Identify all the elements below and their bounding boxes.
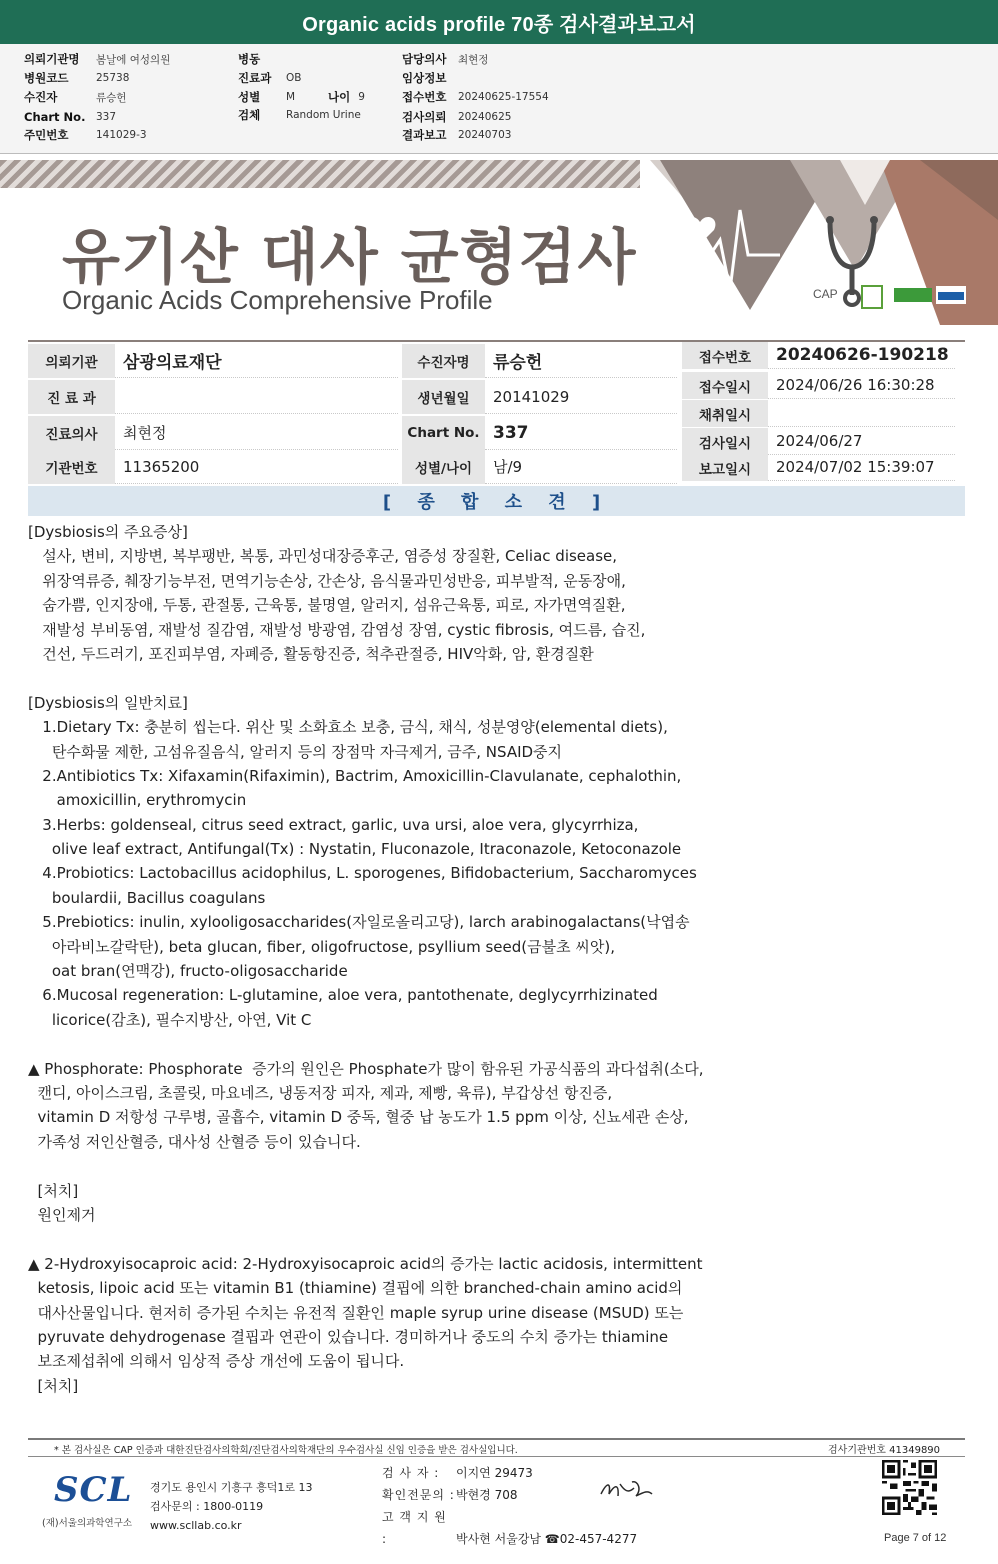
value-requesting-institution: 삼광의료재단 [115,344,398,378]
summary-line: [처치] [28,1376,79,1395]
footer-top-rule [28,1438,965,1440]
value-physician: 최현정 [115,416,398,450]
label-physician: 진료의사 [28,416,115,450]
summary-line: vitamin D 저항성 구루병, 골흡수, vitamin D 중독, 혈중 납 농도가 1.5 ppm 이상, 신뇨세관 손상, [28,1108,689,1127]
label-requesting-institution: 의뢰기관 [28,344,115,378]
hdr-hospital-code: 병원코드 25738 [24,71,130,85]
label-birth-date: 생년월일 [402,380,485,414]
summary-line [28,666,968,690]
lab-website[interactable]: www.scllab.co.kr [150,1519,242,1532]
hdr-department: 진료과 OB [238,71,302,85]
summary-line [28,1227,968,1251]
label-chart-no: Chart No. [402,416,485,450]
value-sex-age: 남/9 [485,450,677,484]
summary-line: ketosis, lipoic acid 또는 vitamin B1 (thiamine) 결핍에 의한 branched-chain amino acid의 [28,1279,683,1298]
header-info [0,44,998,154]
summary-line: 아라비노갈락탄), beta glucan, fiber, oligofructose, psyllium seed(금불초 씨앗), [28,937,615,956]
hdr-age: 나이 9 [328,90,365,104]
summary-line: [Dysbiosis의 주요증상] [28,523,188,541]
label-patient-name: 수진자명 [402,344,485,378]
summary-line: 숨가쁨, 인지장애, 두통, 관절통, 근육통, 불명열, 알러지, 섬유근육통, 피로, 자가면역질환, [28,596,626,615]
summary-line: 재발성 부비동염, 재발성 질감염, 재발성 방광염, 감염성 장염, cystic fibrosis, 여드름, 습진, [28,620,646,639]
summary-line [28,1032,968,1056]
summary-line: 원인제거 [28,1205,96,1224]
page-number: Page 7 of 12 [884,1532,947,1544]
staff-customer-support: 고 객 지 원 : 박사현 서울강남 ☎02-457-4277 [382,1510,638,1546]
summary-line: [Dysbiosis의 일반치료] [28,693,188,712]
summary-line: 위장역류증, 췌장기능부전, 면역기능손상, 간손상, 음식물과민성반응, 피부발적, 운동장애, [28,571,626,590]
hdr-request-date: 검사의뢰 20240625 [402,110,512,124]
receipt-datetime-row: 접수일시 2024/06/26 16:30:28 [682,372,955,399]
summary-line: 4.Probiotics: Lactobacillus acidophilus, L. sporogenes, Bifidobacterium, Saccharomyces [28,864,697,883]
value-chart-no: 337 [485,416,677,450]
hdr-ward: 병동 [238,52,261,66]
report-datetime-row: 보고일시 2024/07/02 15:39:07 [682,454,955,481]
hdr-requesting-org: 의뢰기관명 봄날에 여성의원 [24,52,171,66]
summary-body [28,520,968,1398]
staff-tester: 검 사 자 : 이지연 29473 [382,1466,533,1480]
lab-address: 경기도 용인시 기흥구 흥덕1로 13 [150,1481,313,1494]
value-patient-name: 류승헌 [485,344,677,378]
summary-line: amoxicillin, erythromycin [28,791,247,810]
hdr-report-date: 결과보고 20240703 [402,128,512,142]
label-sex-age: 성별/나이 [402,450,485,484]
lab-contact: 검사문의 : 1800-0119 [150,1500,264,1513]
summary-line: 대사산물입니다. 현저히 증가된 수치는 유전적 질환인 maple syrup urine disease (MSUD) 또는 [28,1303,684,1322]
summary-line: 캔디, 아이스크림, 초콜릿, 마요네즈, 냉동저장 피자, 제과, 제빵, 육류), 부갑상선 항진증, [28,1083,613,1102]
label-department: 진 료 과 [28,380,115,414]
hdr-sex: 성별 M [238,90,296,104]
staff-confirming-specialist: 확인전문의 :박현경 708 [382,1488,518,1502]
label-institution-no: 기관번호 [28,450,115,484]
hdr-doctor: 담당의사 최현정 [402,52,489,66]
receipt-number-row: 접수번호 20240626-190218 [682,342,955,369]
hdr-receipt-no: 접수번호 20240625-17554 [402,90,549,104]
scl-logo: SCL [54,1470,133,1510]
summary-line: 6.Mucosal regeneration: L-glutamine, aloe vera, pantothenate, deglycyrrhizinated [28,986,658,1005]
test-datetime-row: 검사일시 2024/06/27 [682,428,955,455]
footer-certification-note: * 본 검사실은 CAP 인증과 대한진단검사의학회/진단검사의학재단의 우수검사실 신임 인증을 받은 검사실입니다. [54,1445,518,1456]
summary-line: 1.Dietary Tx: 충분히 씹는다. 위산 및 소화효소 보충, 금식, 채식, 성분영양(elemental diets), [28,718,668,737]
lab-org-name: (재)서울의과학연구소 [42,1518,133,1529]
summary-line: licorice(감초), 필수지방산, 아연, Vit C [28,1010,312,1029]
value-department [115,380,398,414]
summary-heading: [ 종 합 소 견 ] [28,486,965,516]
value-institution-no: 11365200 [115,450,398,484]
banner-title: Organic acids profile 70종 검사결과보고서 [302,13,696,36]
collection-datetime-row: 채취일시 [682,400,955,427]
report-banner [0,0,998,44]
summary-line: pyruvate dehydrogenase 결핍과 연관이 있습니다. 경미하거나 중도의 수치 증가는 thiamine [28,1327,669,1346]
summary-line: 5.Prebiotics: inulin, xylooligosaccharides(자일로올리고당), larch arabinogalactans(낙엽송 [28,913,690,932]
report-title-ko: 유기산 대사 균형검사 [62,223,637,293]
footer-mid-rule [28,1456,965,1457]
footer-registration-no: 검사기관번호 41349890 [828,1445,941,1456]
summary-line [28,1154,968,1178]
value-birth-date: 20141029 [485,380,677,414]
hdr-patient: 수진자 류승헌 [24,90,127,104]
footer-address-block [150,1478,313,1535]
summary-line: olive leaf extract, Antifungal(Tx) : Nystatin, Fluconazole, Itraconazole, Ketoconazole [28,840,682,859]
cap-accreditation-label: CAP [813,287,838,301]
summary-line: 탄수화물 제한, 고섬유질음식, 알러지 등의 장점막 자극제거, 금주, NSAID중지 [28,742,563,761]
summary-line: 설사, 변비, 지방변, 복부팽반, 복통, 과민성대장증후군, 염증성 장질환, Celiac disease, [28,547,618,566]
hdr-clinical-info: 임상정보 [402,71,447,85]
summary-line: 2.Antibiotics Tx: Xifaxamin(Rifaximin), Bactrim, Amoxicillin-Clavulanate, cephalothin, [28,766,682,785]
report-title-en: Organic Acids Comprehensive Profile [62,285,493,315]
summary-line: 가족성 저인산혈증, 대사성 산혈증 등이 있습니다. [28,1132,361,1151]
summary-line: boulardii, Bacillus coagulans [28,888,266,907]
hdr-chart-no: Chart No. 337 [24,110,117,124]
summary-line: oat bran(연맥강), fructo-oligosaccharide [28,962,348,981]
summary-line: ▲ 2-Hydroxyisocaproic acid: 2-Hydroxyisocaproic acid의 증가는 lactic acidosis, intermittent [28,1254,703,1273]
summary-line: 3.Herbs: goldenseal, citrus seed extract, garlic, uva ursi, aloe vera, glycyrrhiza, [28,815,639,834]
summary-line: 건선, 두드러기, 포진피부염, 자폐증, 활동항진증, 척추관절증, HIV악화, 암, 환경질환 [28,644,594,663]
summary-line: [처치] [28,1181,79,1200]
qr-code-icon [882,1460,937,1515]
signature-icon [598,1476,654,1502]
hdr-resident-no: 주민번호 141029-3 [24,128,147,142]
summary-line: 보조제섭취에 의해서 임상적 증상 개선에 도움이 됩니다. [28,1352,405,1371]
hdr-specimen: 검체 Random Urine [238,108,361,122]
summary-line: ▲ Phosphorate: Phosphorate 증가의 원인은 Phosphate가 많이 함유된 가공식품의 과다섭취(소다, [28,1059,704,1078]
